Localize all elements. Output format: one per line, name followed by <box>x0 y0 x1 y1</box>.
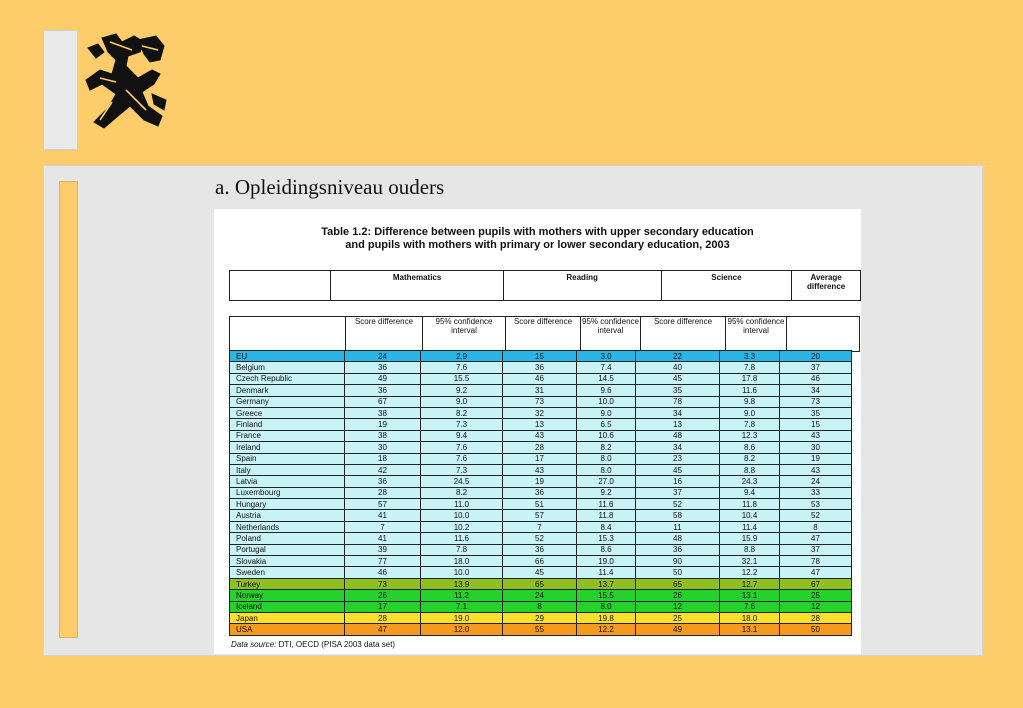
value-cell: 9.0 <box>421 396 503 407</box>
value-cell: 11.4 <box>577 567 636 578</box>
table-row <box>230 351 852 362</box>
table-row <box>230 612 852 623</box>
value-cell: 7 <box>503 521 577 532</box>
value-cell: 43 <box>780 464 852 475</box>
value-cell: 7.3 <box>421 419 503 430</box>
value-cell: 73 <box>503 396 577 407</box>
value-cell: 29 <box>503 612 577 623</box>
value-cell: 7 <box>345 521 421 532</box>
value-cell: 78 <box>636 396 720 407</box>
value-cell: 28 <box>345 612 421 623</box>
value-cell: 45 <box>636 464 720 475</box>
value-cell: 77 <box>345 556 421 567</box>
value-cell: 2.9 <box>421 351 503 362</box>
data-source-text: DTI, OECD (PISA 2003 data set) <box>276 640 396 649</box>
value-cell: 43 <box>503 464 577 475</box>
country-cell: Turkey <box>230 578 345 589</box>
table-row <box>230 601 852 612</box>
value-cell: 19 <box>345 419 421 430</box>
value-cell: 9.4 <box>720 487 780 498</box>
sub-math-score: Score difference <box>346 317 423 352</box>
country-cell: Spain <box>230 453 345 464</box>
value-cell: 8.0 <box>577 464 636 475</box>
value-cell: 11.6 <box>577 499 636 510</box>
value-cell: 9.2 <box>421 385 503 396</box>
value-cell: 52 <box>503 533 577 544</box>
value-cell: 34 <box>780 385 852 396</box>
country-cell: Italy <box>230 464 345 475</box>
value-cell: 67 <box>345 396 421 407</box>
value-cell: 65 <box>636 578 720 589</box>
value-cell: 12.7 <box>720 578 780 589</box>
value-cell: 38 <box>345 430 421 441</box>
group-reading: Reading <box>503 271 661 301</box>
value-cell: 15.3 <box>577 533 636 544</box>
value-cell: 8.0 <box>577 601 636 612</box>
sub-read-score: Score difference <box>506 317 581 352</box>
value-cell: 49 <box>636 624 720 635</box>
value-cell: 32.1 <box>720 556 780 567</box>
value-cell: 26 <box>345 590 421 601</box>
value-cell: 45 <box>503 567 577 578</box>
value-cell: 36 <box>345 476 421 487</box>
value-cell: 8.8 <box>720 464 780 475</box>
value-cell: 24 <box>345 351 421 362</box>
value-cell: 78 <box>780 556 852 567</box>
value-cell: 57 <box>345 499 421 510</box>
value-cell: 90 <box>636 556 720 567</box>
value-cell: 15.5 <box>577 590 636 601</box>
value-cell: 7.6 <box>421 453 503 464</box>
table-caption <box>214 226 861 252</box>
table-row <box>230 567 852 578</box>
country-cell: Latvia <box>230 476 345 487</box>
sub-sci-ci: 95% confidence interval <box>726 317 787 352</box>
value-cell: 7.4 <box>577 362 636 373</box>
value-cell: 20 <box>780 351 852 362</box>
value-cell: 7.1 <box>421 601 503 612</box>
sub-read-ci: 95% confidence interval <box>581 317 641 352</box>
country-cell: Greece <box>230 407 345 418</box>
value-cell: 45 <box>636 373 720 384</box>
value-cell: 10.0 <box>421 567 503 578</box>
value-cell: 12 <box>636 601 720 612</box>
value-cell: 24.5 <box>421 476 503 487</box>
value-cell: 18 <box>345 453 421 464</box>
value-cell: 34 <box>636 407 720 418</box>
value-cell: 36 <box>345 385 421 396</box>
table-row <box>230 578 852 589</box>
value-cell: 40 <box>636 362 720 373</box>
table-row <box>230 533 852 544</box>
country-cell: Czech Republic <box>230 373 345 384</box>
data-source <box>231 640 395 649</box>
value-cell: 12.3 <box>720 430 780 441</box>
value-cell: 7.6 <box>421 362 503 373</box>
value-cell: 7.8 <box>421 544 503 555</box>
value-cell: 32 <box>503 407 577 418</box>
value-cell: 43 <box>780 430 852 441</box>
value-cell: 19 <box>780 453 852 464</box>
table-image <box>214 209 861 654</box>
value-cell: 13 <box>503 419 577 430</box>
value-cell: 47 <box>780 567 852 578</box>
value-cell: 38 <box>345 407 421 418</box>
country-cell: Finland <box>230 419 345 430</box>
value-cell: 3.0 <box>577 351 636 362</box>
group-average-difference: Average difference <box>792 271 861 301</box>
value-cell: 25 <box>780 590 852 601</box>
value-cell: 36 <box>636 544 720 555</box>
value-cell: 12 <box>780 601 852 612</box>
table-row <box>230 476 852 487</box>
value-cell: 30 <box>780 442 852 453</box>
value-cell: 7.8 <box>720 362 780 373</box>
logo-panel <box>43 30 78 150</box>
value-cell: 73 <box>345 578 421 589</box>
table-row <box>230 624 852 635</box>
table-caption-line-2: and pupils with mothers with primary or lower secondary education, 2003 <box>345 239 730 251</box>
value-cell: 10.0 <box>421 510 503 521</box>
value-cell: 41 <box>345 533 421 544</box>
country-cell: Slovakia <box>230 556 345 567</box>
value-cell: 9.6 <box>577 385 636 396</box>
value-cell: 39 <box>345 544 421 555</box>
value-cell: 15.9 <box>720 533 780 544</box>
value-cell: 37 <box>636 487 720 498</box>
country-cell: Ireland <box>230 442 345 453</box>
value-cell: 36 <box>345 362 421 373</box>
value-cell: 11.6 <box>421 533 503 544</box>
sub-sci-score: Score difference <box>641 317 726 352</box>
table-row <box>230 510 852 521</box>
value-cell: 9.0 <box>720 407 780 418</box>
value-cell: 37 <box>780 362 852 373</box>
value-cell: 8.2 <box>577 442 636 453</box>
country-cell: Poland <box>230 533 345 544</box>
table-row <box>230 556 852 567</box>
value-cell: 52 <box>636 499 720 510</box>
table-row <box>230 442 852 453</box>
value-cell: 46 <box>503 373 577 384</box>
country-cell: Luxembourg <box>230 487 345 498</box>
value-cell: 12.2 <box>720 567 780 578</box>
value-cell: 19 <box>503 476 577 487</box>
value-cell: 13.1 <box>720 624 780 635</box>
value-cell: 48 <box>636 430 720 441</box>
value-cell: 17 <box>503 453 577 464</box>
value-cell: 34 <box>636 442 720 453</box>
value-cell: 10.6 <box>577 430 636 441</box>
value-cell: 11.0 <box>421 499 503 510</box>
value-cell: 16 <box>636 476 720 487</box>
country-cell: Denmark <box>230 385 345 396</box>
value-cell: 23 <box>636 453 720 464</box>
value-cell: 13.1 <box>720 590 780 601</box>
value-cell: 41 <box>345 510 421 521</box>
value-cell: 17.8 <box>720 373 780 384</box>
value-cell: 11.8 <box>577 510 636 521</box>
group-science: Science <box>661 271 792 301</box>
value-cell: 55 <box>503 624 577 635</box>
value-cell: 28 <box>503 442 577 453</box>
value-cell: 17 <box>345 601 421 612</box>
value-cell: 10.4 <box>720 510 780 521</box>
country-cell: France <box>230 430 345 441</box>
value-cell: 8.4 <box>577 521 636 532</box>
value-cell: 13.9 <box>421 578 503 589</box>
value-cell: 46 <box>780 373 852 384</box>
value-cell: 3.3 <box>720 351 780 362</box>
value-cell: 19.0 <box>421 612 503 623</box>
value-cell: 52 <box>780 510 852 521</box>
value-cell: 15 <box>503 351 577 362</box>
value-cell: 51 <box>503 499 577 510</box>
table-row <box>230 430 852 441</box>
table-caption-line-1: Table 1.2: Difference between pupils with mothers with upper secondary education <box>321 226 754 238</box>
country-cell: Portugal <box>230 544 345 555</box>
value-cell: 37 <box>780 544 852 555</box>
value-cell: 8.2 <box>421 487 503 498</box>
value-cell: 25 <box>636 612 720 623</box>
country-cell: Sweden <box>230 567 345 578</box>
country-cell: Netherlands <box>230 521 345 532</box>
table-row <box>230 464 852 475</box>
table-row <box>230 521 852 532</box>
sub-math-ci: 95% confidence interval <box>423 317 506 352</box>
country-cell: Belgium <box>230 362 345 373</box>
value-cell: 28 <box>345 487 421 498</box>
value-cell: 10.0 <box>577 396 636 407</box>
value-cell: 6.5 <box>577 419 636 430</box>
value-cell: 8.2 <box>720 453 780 464</box>
country-cell: Germany <box>230 396 345 407</box>
group-header-table <box>229 270 861 301</box>
value-cell: 9.8 <box>720 396 780 407</box>
data-table <box>229 350 852 636</box>
value-cell: 11 <box>636 521 720 532</box>
country-cell: USA <box>230 624 345 635</box>
value-cell: 30 <box>345 442 421 453</box>
table-row <box>230 385 852 396</box>
table-row <box>230 419 852 430</box>
table-row <box>230 453 852 464</box>
value-cell: 12.0 <box>421 624 503 635</box>
value-cell: 7.6 <box>720 601 780 612</box>
value-cell: 42 <box>345 464 421 475</box>
value-cell: 15.5 <box>421 373 503 384</box>
value-cell: 11.2 <box>421 590 503 601</box>
value-cell: 19.8 <box>577 612 636 623</box>
value-cell: 8.8 <box>720 544 780 555</box>
table-row <box>230 396 852 407</box>
table-row <box>230 544 852 555</box>
slide-title: a. Opleidingsniveau ouders <box>215 175 445 199</box>
value-cell: 36 <box>503 487 577 498</box>
table-row <box>230 499 852 510</box>
value-cell: 35 <box>636 385 720 396</box>
value-cell: 9.0 <box>577 407 636 418</box>
value-cell: 49 <box>345 373 421 384</box>
value-cell: 9.4 <box>421 430 503 441</box>
value-cell: 35 <box>780 407 852 418</box>
value-cell: 28 <box>780 612 852 623</box>
lion-emblem-icon <box>82 30 170 134</box>
group-mathematics: Mathematics <box>331 271 503 301</box>
value-cell: 13 <box>636 419 720 430</box>
value-cell: 8.0 <box>577 453 636 464</box>
value-cell: 46 <box>345 567 421 578</box>
value-cell: 19.0 <box>577 556 636 567</box>
country-cell: Austria <box>230 510 345 521</box>
value-cell: 33 <box>780 487 852 498</box>
value-cell: 8 <box>780 521 852 532</box>
table-row <box>230 487 852 498</box>
value-cell: 8.6 <box>577 544 636 555</box>
value-cell: 57 <box>503 510 577 521</box>
value-cell: 7.3 <box>421 464 503 475</box>
value-cell: 50 <box>780 624 852 635</box>
value-cell: 24 <box>780 476 852 487</box>
value-cell: 14.5 <box>577 373 636 384</box>
decorative-side-bar <box>59 181 78 638</box>
table-row <box>230 373 852 384</box>
value-cell: 9.2 <box>577 487 636 498</box>
data-source-label: Data source: <box>231 640 277 649</box>
value-cell: 18.0 <box>421 556 503 567</box>
value-cell: 18.0 <box>720 612 780 623</box>
country-cell: Japan <box>230 612 345 623</box>
country-cell: Hungary <box>230 499 345 510</box>
value-cell: 8.2 <box>421 407 503 418</box>
value-cell: 8 <box>503 601 577 612</box>
value-cell: 26 <box>636 590 720 601</box>
value-cell: 24 <box>503 590 577 601</box>
value-cell: 50 <box>636 567 720 578</box>
value-cell: 67 <box>780 578 852 589</box>
value-cell: 58 <box>636 510 720 521</box>
value-cell: 15 <box>780 419 852 430</box>
value-cell: 11.4 <box>720 521 780 532</box>
value-cell: 27.0 <box>577 476 636 487</box>
value-cell: 53 <box>780 499 852 510</box>
country-cell: Iceland <box>230 601 345 612</box>
table-row <box>230 407 852 418</box>
value-cell: 66 <box>503 556 577 567</box>
table-row <box>230 362 852 373</box>
subheader-table <box>229 316 860 352</box>
value-cell: 22 <box>636 351 720 362</box>
value-cell: 11.6 <box>720 385 780 396</box>
value-cell: 36 <box>503 362 577 373</box>
value-cell: 13.7 <box>577 578 636 589</box>
value-cell: 73 <box>780 396 852 407</box>
value-cell: 31 <box>503 385 577 396</box>
value-cell: 65 <box>503 578 577 589</box>
value-cell: 47 <box>780 533 852 544</box>
value-cell: 12.2 <box>577 624 636 635</box>
value-cell: 11.8 <box>720 499 780 510</box>
value-cell: 10.2 <box>421 521 503 532</box>
value-cell: 48 <box>636 533 720 544</box>
country-cell: Norway <box>230 590 345 601</box>
value-cell: 47 <box>345 624 421 635</box>
value-cell: 43 <box>503 430 577 441</box>
value-cell: 7.8 <box>720 419 780 430</box>
value-cell: 36 <box>503 544 577 555</box>
country-cell: EU <box>230 351 345 362</box>
value-cell: 8.6 <box>720 442 780 453</box>
table-row <box>230 590 852 601</box>
value-cell: 7.6 <box>421 442 503 453</box>
value-cell: 24.3 <box>720 476 780 487</box>
